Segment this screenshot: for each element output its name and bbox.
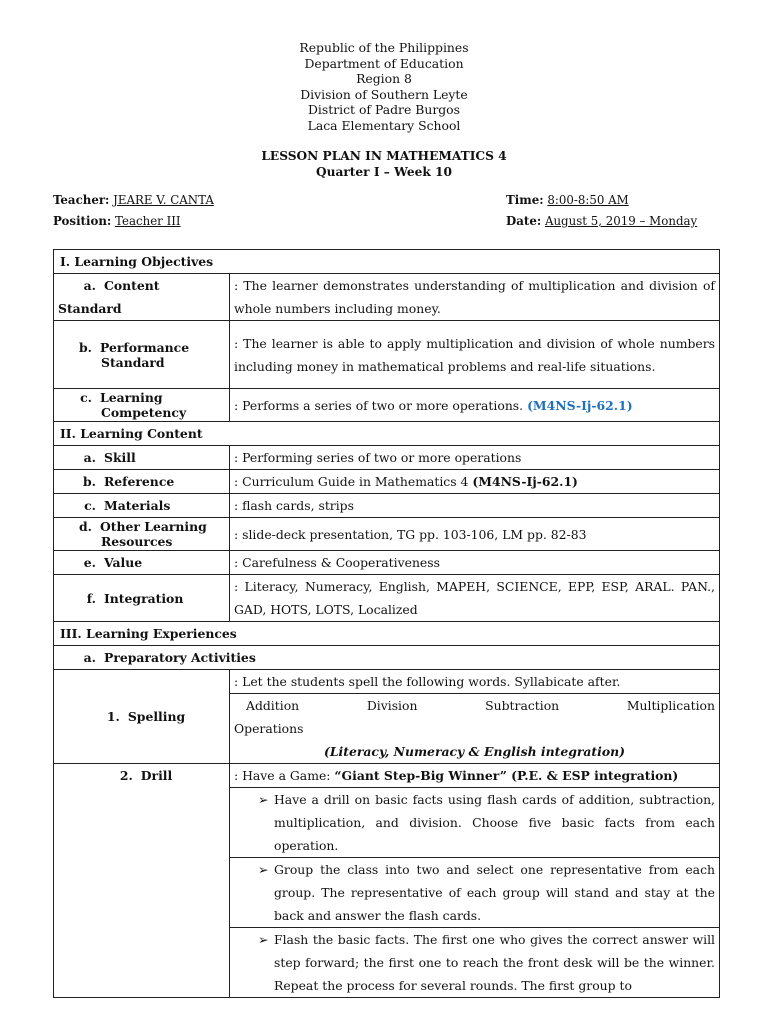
row-label — [54, 470, 230, 494]
position-value: Teacher III — [115, 214, 181, 228]
table-row — [54, 470, 720, 494]
table-row — [54, 764, 720, 788]
spelling-word: Subtraction — [485, 698, 560, 713]
time-value: 8:00-8:50 AM — [547, 193, 629, 207]
header-line: Department of Education — [304, 55, 464, 71]
row-label — [54, 518, 230, 551]
header-line: Region 8 — [356, 71, 412, 86]
header-line: Laca Elementary School — [307, 117, 461, 133]
row-value — [230, 389, 720, 422]
row-number: a. — [83, 278, 96, 293]
table-row — [54, 389, 720, 422]
spelling-word-list — [234, 694, 715, 717]
row-number: d. — [79, 519, 92, 534]
row-label — [54, 321, 230, 389]
table-row — [54, 446, 720, 470]
reference-code: (M4NS-Ij-62.1) — [472, 474, 578, 489]
row-number: c. — [84, 498, 96, 513]
row-value: : Carefulness & Cooperativeness — [230, 551, 720, 575]
drill-intro-text: : Have a Game: — [234, 768, 331, 783]
row-label-text: Reference — [104, 474, 175, 489]
section-heading: II. Learning Content — [54, 422, 720, 446]
arrow-bullet-icon: ➢ — [258, 862, 269, 877]
competency-text: : Performs a series of two or more operations. — [234, 397, 524, 413]
row-number: a. — [83, 450, 96, 465]
drill-step-text: Have a drill on basic facts using flash cards of addition, subtraction, multiplication, and division. Choose five basic facts from each operation. — [274, 792, 715, 853]
spelling-word: Operations — [234, 721, 304, 736]
reference-text: : Curriculum Guide in Mathematics 4 — [234, 474, 469, 489]
section-heading: III. Learning Experiences — [54, 622, 720, 646]
table-row — [54, 551, 720, 575]
position-label: Position: — [53, 214, 112, 228]
title-subline: Quarter I – Week 10 — [316, 164, 452, 179]
section-row — [54, 646, 720, 670]
drill-step-text: Group the class into two and select one representative from each group. The representative of each group will stand and stay at the back and answer the flash cards. — [274, 862, 715, 923]
row-label-text: Performance Standard — [100, 339, 190, 370]
date-label: Date: — [506, 214, 542, 228]
row-label-text: Integration — [104, 590, 184, 606]
spelling-words-cell — [230, 694, 720, 764]
spelling-word: Multiplication — [626, 698, 715, 713]
row-label — [54, 274, 230, 321]
row-number: b. — [83, 474, 96, 489]
row-label — [54, 494, 230, 518]
row-value: : Performing series of two or more operations — [230, 446, 720, 470]
section-row — [54, 250, 720, 274]
date-value: August 5, 2019 – Monday — [544, 214, 698, 228]
row-label-text: Learning Competency — [100, 390, 187, 420]
drill-step — [230, 928, 720, 998]
row-value: : flash cards, strips — [230, 494, 720, 518]
header-line: District of Padre Burgos — [307, 102, 460, 117]
row-number: a. — [83, 650, 96, 665]
date-field — [506, 214, 697, 228]
row-label — [54, 575, 230, 622]
time-field — [506, 193, 629, 207]
row-label — [54, 446, 230, 470]
section-row — [54, 622, 720, 646]
row-number: c. — [80, 390, 92, 405]
time-label: Time: — [506, 193, 544, 207]
row-value: : The learner is able to apply multiplication and division of whole numbers including money in mathematical problems and real-life situations. — [230, 321, 720, 389]
spelling-word: Addition — [246, 698, 300, 713]
row-value: : Literacy, Numeracy, English, MAPEH, SCIENCE, EPP, ESP, ARAL. PAN., GAD, HOTS, LOTS, Localized — [230, 575, 720, 622]
teacher-label: Teacher: — [53, 193, 110, 207]
section-row — [54, 422, 720, 446]
spelling-integration: (Literacy, Numeracy & English integration) — [323, 744, 625, 759]
arrow-bullet-icon: ➢ — [258, 792, 269, 807]
arrow-bullet-icon: ➢ — [258, 932, 269, 947]
row-number: 1. — [106, 709, 120, 724]
drill-step — [230, 858, 720, 928]
school-header — [0, 40, 768, 133]
row-number: b. — [79, 339, 92, 355]
row-label — [54, 670, 230, 764]
document-title — [0, 149, 768, 180]
teacher-value: JEARE V. CANTA — [113, 193, 214, 207]
header-line: Division of Southern Leyte — [300, 86, 468, 102]
spelling-instruction: : Let the students spell the following words. Syllabicate after. — [230, 670, 720, 694]
row-label-text: Other Learning Resources — [100, 519, 207, 549]
row-label — [54, 389, 230, 422]
row-label-text: Spelling — [127, 709, 186, 724]
row-label-text: Materials — [104, 498, 171, 513]
header-line: Republic of the Philippines — [299, 40, 469, 55]
row-label-text: Value — [104, 555, 143, 570]
row-number: e. — [83, 555, 96, 570]
table-row — [54, 274, 720, 321]
row-label-text: Preparatory Activities — [104, 650, 256, 665]
table-row — [54, 575, 720, 622]
row-value: : The learner demonstrates understanding of multiplication and division of whole numbers including money. — [230, 274, 720, 321]
table-row — [54, 518, 720, 551]
row-value — [230, 470, 720, 494]
table-row — [54, 670, 720, 694]
section-heading: I. Learning Objectives — [54, 250, 720, 274]
row-label-text: Skill — [104, 450, 136, 465]
table-row — [54, 321, 720, 389]
position-field — [53, 214, 181, 228]
row-number: f. — [86, 590, 96, 606]
drill-step-text: Flash the basic facts. The first one who gives the correct answer will step forward; the first one to reach the front desk will be the winner. Repeat the process for several rounds. The first group to — [274, 932, 715, 993]
drill-intro — [230, 764, 720, 788]
competency-code: (M4NS-Ij-62.1) — [527, 397, 633, 413]
title-line: LESSON PLAN IN MATHEMATICS 4 — [261, 149, 507, 163]
row-value: : slide-deck presentation, TG pp. 103-106, LM pp. 82-83 — [230, 518, 720, 551]
row-label — [54, 764, 230, 998]
subsection-heading — [54, 646, 720, 670]
table-row — [54, 494, 720, 518]
row-number: 2. — [119, 768, 133, 783]
drill-game-name: “Giant Step-Big Winner” (P.E. & ESP integration) — [334, 768, 679, 783]
row-label — [54, 551, 230, 575]
row-label-text: Drill — [140, 768, 173, 783]
row-label-text: Content Standard — [58, 278, 160, 316]
spelling-word: Division — [366, 698, 418, 713]
drill-step — [230, 788, 720, 858]
teacher-field — [53, 193, 214, 207]
lesson-plan-table — [53, 249, 720, 998]
